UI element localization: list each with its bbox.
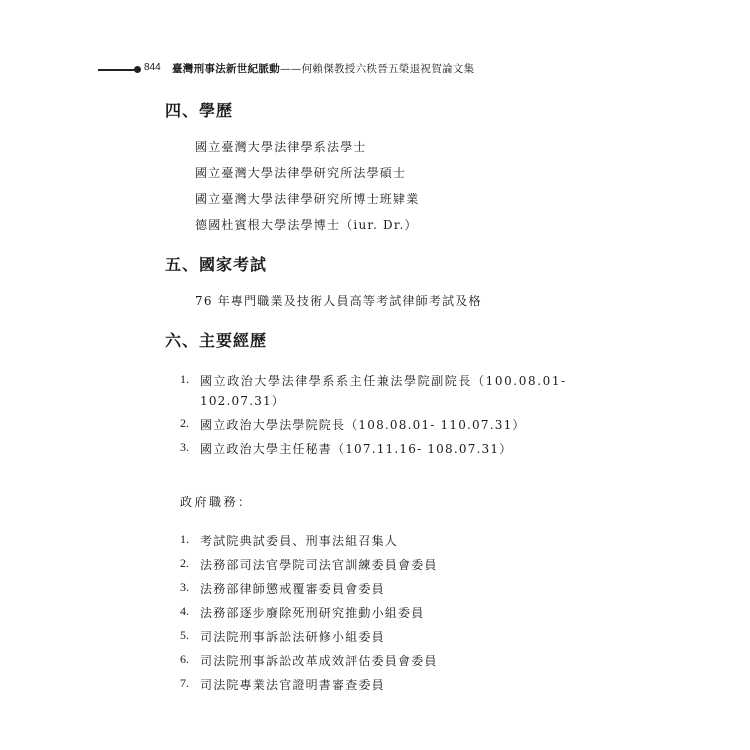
header-rule bbox=[98, 69, 136, 71]
career-item-continued: 102.07.31） bbox=[200, 394, 286, 408]
career-item-number: 3. bbox=[180, 440, 189, 454]
education-heading: 四、學歷 bbox=[165, 101, 234, 120]
running-title bbox=[172, 61, 474, 76]
government-item-number: 6. bbox=[180, 652, 189, 666]
government-item-number: 3. bbox=[180, 580, 189, 594]
education-item: 國立臺灣大學法律學系法學士 bbox=[195, 140, 367, 154]
government-item: 法務部律師懲戒覆審委員會委員 bbox=[200, 582, 385, 596]
government-item: 法務部司法官學院司法官訓練委員會委員 bbox=[200, 558, 438, 572]
education-item: 國立臺灣大學法律學研究所博士班肄業 bbox=[195, 192, 420, 206]
government-item-number: 4. bbox=[180, 604, 189, 618]
government-item-number: 2. bbox=[180, 556, 189, 570]
career-item-number: 2. bbox=[180, 416, 189, 430]
government-item: 考試院典試委員、刑事法組召集人 bbox=[200, 534, 399, 548]
education-item: 國立臺灣大學法律學研究所法學碩士 bbox=[195, 166, 407, 180]
career-item-number: 1. bbox=[180, 372, 189, 386]
career-heading: 六、主要經歷 bbox=[165, 331, 268, 350]
exam-heading: 五、國家考試 bbox=[165, 255, 268, 274]
career-item: 國立政治大學主任秘書（107.11.16- 108.07.31） bbox=[200, 442, 513, 456]
education-item: 德國杜賓根大學法學博士（iur. Dr.） bbox=[195, 218, 418, 232]
government-item-number: 5. bbox=[180, 628, 189, 642]
career-item: 國立政治大學法學院院長（108.08.01- 110.07.31） bbox=[200, 418, 526, 432]
government-item-number: 1. bbox=[180, 532, 189, 546]
running-header bbox=[98, 60, 658, 80]
page-number: 844 bbox=[144, 62, 161, 73]
government-item: 司法院刑事訴訟改革成效評估委員會委員 bbox=[200, 654, 438, 668]
career-item: 國立政治大學法律學系系主任兼法學院副院長（100.08.01- bbox=[200, 374, 567, 388]
government-item-number: 7. bbox=[180, 676, 189, 690]
exam-item: 76 年專門職業及技術人員高等考試律師考試及格 bbox=[195, 294, 482, 308]
header-bullet bbox=[134, 66, 141, 73]
book-subtitle: ——何賴傑教授六秩晉五榮退祝賀論文集 bbox=[280, 63, 475, 75]
government-item: 法務部逐步廢除死刑研究推動小組委員 bbox=[200, 606, 425, 620]
government-heading: 政府職務： bbox=[180, 495, 253, 509]
government-item: 司法院刑事訴訟法研修小組委員 bbox=[200, 630, 385, 644]
government-item: 司法院專業法官證明書審查委員 bbox=[200, 678, 385, 692]
book-title: 臺灣刑事法新世紀脈動 bbox=[172, 63, 280, 75]
